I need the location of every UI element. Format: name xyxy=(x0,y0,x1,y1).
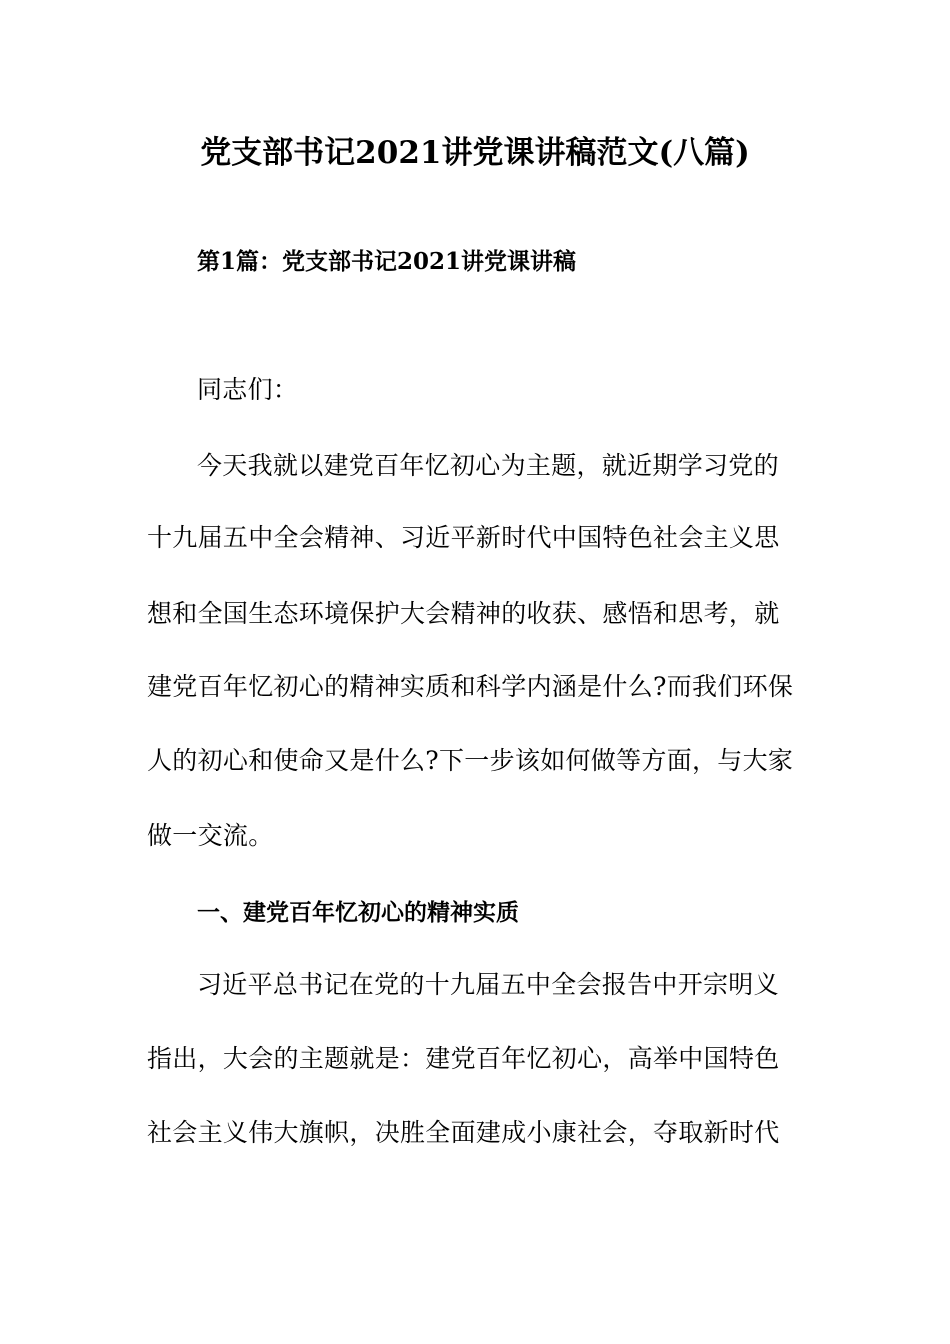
chapter-heading: 第1篇：党支部书记2021讲党课讲稿 xyxy=(197,248,577,275)
section-heading: 一、建党百年忆初心的精神实质 xyxy=(197,899,519,926)
document-title: 党支部书记2021讲党课讲稿范文(八篇) xyxy=(200,135,750,171)
paragraph-line: 十九届五中全会精神、习近平新时代中国特色社会主义思 xyxy=(147,523,780,552)
paragraph-line: 习近平总书记在党的十九届五中全会报告中开宗明义 xyxy=(197,970,779,999)
paragraph-line: 做一交流。 xyxy=(147,821,274,850)
paragraph-line: 人的初心和使命又是什么?下一步该如何做等方面，与大家 xyxy=(147,746,794,775)
paragraph-line: 今天我就以建党百年忆初心为主题，就近期学习党的 xyxy=(197,451,779,480)
salutation: 同志们： xyxy=(197,375,299,404)
paragraph-line: 想和全国生态环境保护大会精神的收获、感悟和思考，就 xyxy=(147,599,780,628)
paragraph-line: 建党百年忆初心的精神实质和科学内涵是什么?而我们环保 xyxy=(147,672,794,701)
paragraph-line: 社会主义伟大旗帜，决胜全面建成小康社会，夺取新时代 xyxy=(147,1118,780,1147)
paragraph-line: 指出，大会的主题就是：建党百年忆初心，高举中国特色 xyxy=(147,1044,780,1073)
